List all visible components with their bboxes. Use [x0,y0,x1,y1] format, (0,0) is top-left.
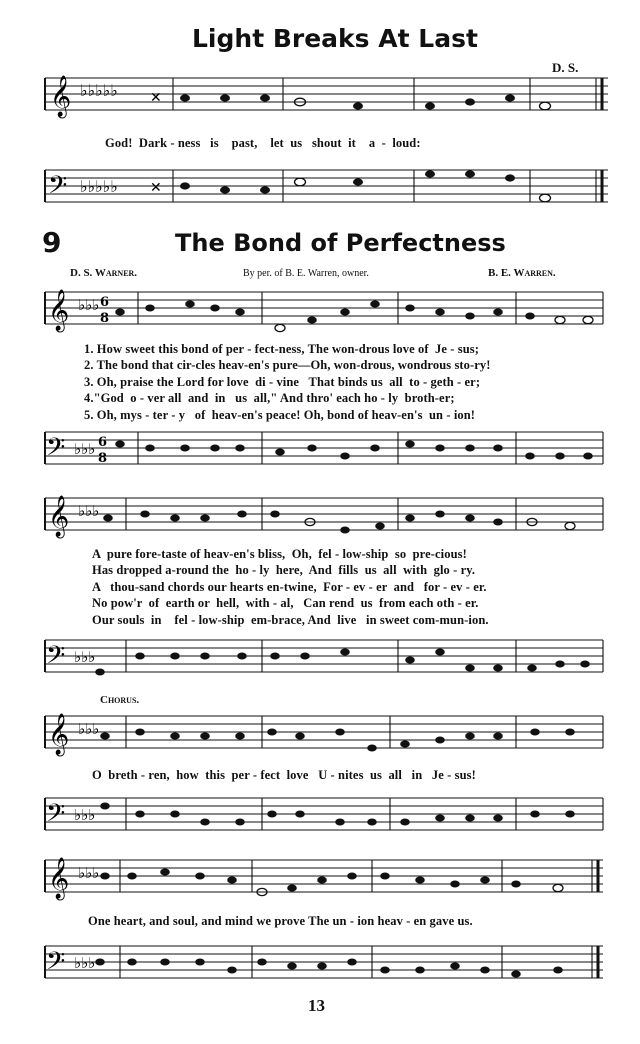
permission-credit: By per. of B. E. Warren, owner. [243,268,369,279]
svg-text:6: 6 [98,435,108,450]
svg-text:𝄞: 𝄞 [48,858,70,899]
svg-text:8: 8 [98,451,108,466]
music-staff-treble [0,490,640,550]
page-number: 13 [308,996,325,1015]
music-staff-bass [0,158,640,218]
svg-text:♭♭♭: ♭♭♭ [78,502,100,520]
music-staff-treble [0,284,640,344]
svg-text:𝄞: 𝄞 [48,714,70,755]
svg-text:✕: ✕ [150,180,162,196]
lyricist-credit: D. S. Warner. [70,267,138,279]
svg-text:𝄢: 𝄢 [48,171,68,206]
verse-line: No pow'r of earth or hell, with - al, Can rend us from each oth - er. [92,596,479,611]
svg-text:♭♭♭: ♭♭♭ [74,440,96,458]
chorus-label: Chorus. [100,694,140,706]
chorus-line: One heart, and soul, and mind we prove The un - ion heav - en gave us. [88,914,473,928]
music-staff-bass [0,628,640,688]
svg-text:♭♭♭: ♭♭♭ [78,864,100,882]
svg-text:✕: ✕ [150,90,162,106]
music-staff-bass [0,420,640,480]
verse-line: 1. How sweet this bond of per - fect-ness, The won-drous love of Je - sus; [84,342,479,356]
svg-text:♭♭♭: ♭♭♭ [78,296,100,314]
hymn-number: 9 [42,226,62,259]
music-staff-bass [0,786,640,846]
music-staff-bass [0,934,640,994]
svg-text:♭♭♭: ♭♭♭ [74,954,96,972]
svg-text:𝄢: 𝄢 [46,641,66,676]
svg-text:♭♭♭: ♭♭♭ [74,648,96,666]
verse-line: A thou-sand chords our hearts en-twine, For - ev - er and for - ev - er. [92,579,487,594]
svg-text:♭♭♭♭♭: ♭♭♭♭♭ [80,177,118,196]
svg-text:♭♭♭♭♭: ♭♭♭♭♭ [80,81,118,100]
music-staff-treble [0,70,640,130]
chorus-line: O breth - ren, how this per - fect love U - nites us all in Je - sus! [92,768,476,782]
song1-lyrics: God! Dark - ness is past, let us shout it a - loud: [105,136,421,150]
svg-text:𝄢: 𝄢 [46,947,66,982]
music-staff-treble [0,708,640,768]
svg-text:♭♭♭: ♭♭♭ [78,720,100,738]
svg-text:𝄞: 𝄞 [48,290,70,331]
verse-line: Our souls in fel - low-ship em-brace, And live in sweet com-mun-ion. [92,612,489,627]
verse-line: 5. Oh, mys - ter - y of heav-en's peace! Oh, bond of heav-en's un - ion! [84,407,476,422]
music-staff-treble [0,852,640,912]
ds-marker: D. S. [552,60,579,75]
svg-text:𝄞: 𝄞 [48,496,70,537]
verse-line: 3. Oh, praise the Lord for love di - vine That binds us all to - geth - er; [84,374,481,389]
svg-text:𝄢: 𝄢 [46,433,66,468]
verse-block-2 [92,546,489,628]
svg-text:8: 8 [100,311,110,326]
verse-line: 2. The bond that cir-cles heav-en's pure—Oh, won-drous, wondrous sto-ry! [84,358,491,373]
song-title: The Bond of Perfectness [175,229,506,257]
composer-credit: B. E. Warren. [488,267,556,279]
svg-text:𝄢: 𝄢 [46,799,66,834]
verse-line: A pure fore-taste of heav-en's bliss, Oh, fel - low-ship so pre-cious! [92,547,467,561]
verse-line: Has dropped a-round the ho - ly here, And fills us all with glo - ry. [92,563,476,578]
verse-line: 4."God o - ver all and in us all," And thro' each ho - ly broth-er; [84,391,455,406]
svg-text:6: 6 [100,295,110,310]
song-title: Light Breaks At Last [192,24,478,53]
svg-text:𝄞: 𝄞 [50,76,72,117]
svg-text:♭♭♭: ♭♭♭ [74,806,96,824]
verse-block-1 [84,341,491,423]
